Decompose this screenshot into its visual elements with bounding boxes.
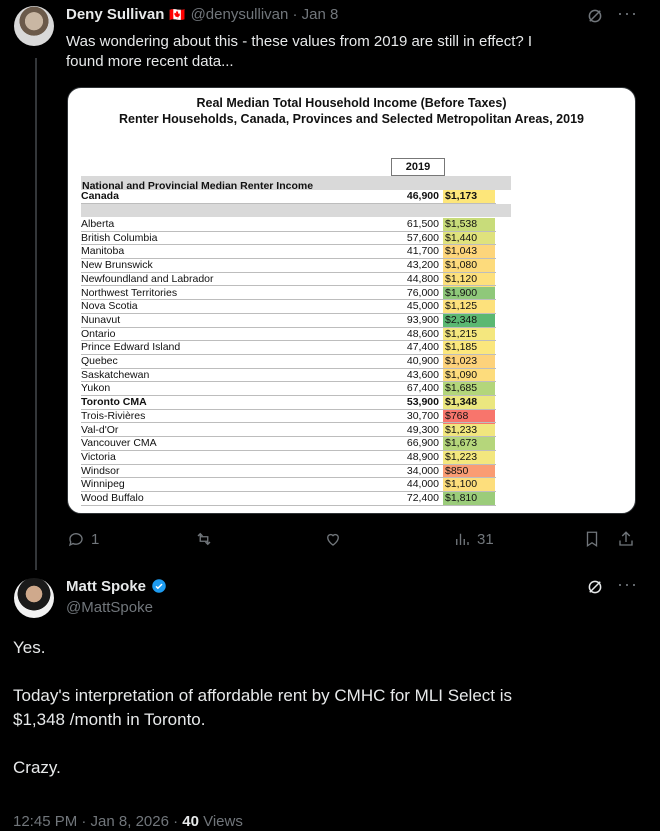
thread-connector-line xyxy=(35,58,37,570)
table-row xyxy=(81,287,496,301)
tweet2-text xyxy=(13,636,633,780)
reply-button[interactable] xyxy=(67,530,99,548)
row-label: Vancouver CMA xyxy=(81,437,157,450)
row-income-value: 61,500 xyxy=(406,218,439,230)
more-options-icon[interactable]: ··· xyxy=(617,574,638,594)
row-income-value: 30,700 xyxy=(406,409,439,422)
row-income-value: 57,600 xyxy=(406,231,439,244)
attached-image-table[interactable] xyxy=(67,87,636,514)
table-row xyxy=(81,259,496,273)
row-income-value: 48,900 xyxy=(406,450,439,463)
row-rent-value: $1,090 xyxy=(443,369,495,383)
table-row xyxy=(81,355,496,369)
row-income-value: 40,900 xyxy=(406,355,439,367)
row-label: Winnipeg xyxy=(81,478,125,491)
table-row xyxy=(81,424,496,438)
tweet1-text xyxy=(66,32,636,72)
table-subtitle: Renter Households, Canada, Provinces and Selected Metropolitan Areas, 2019 xyxy=(119,112,584,126)
row-rent-value: $1,120 xyxy=(443,273,495,287)
row-rent-value: $1,810 xyxy=(443,492,495,506)
row-label: Victoria xyxy=(81,450,116,463)
table-row xyxy=(81,478,496,492)
bookmark-button[interactable] xyxy=(583,530,601,548)
views-count: 40 xyxy=(182,813,199,830)
row-divider xyxy=(81,505,496,506)
row-label: British Columbia xyxy=(81,231,158,244)
year-header: 2019 xyxy=(391,158,445,176)
tweet2-paragraph-2-line2: $1,348 /month in Toronto. xyxy=(13,710,206,729)
row-label: Quebec xyxy=(81,355,118,367)
row-rent-value: $1,125 xyxy=(443,300,495,314)
row-label: Yukon xyxy=(81,382,111,395)
row-label: Val-d'Or xyxy=(81,423,119,436)
table-row xyxy=(81,232,496,246)
section-header-band xyxy=(81,176,511,190)
table-row xyxy=(81,369,496,383)
row-rent-value: $1,173 xyxy=(443,190,495,204)
views-button[interactable] xyxy=(453,530,494,548)
table-row xyxy=(81,300,496,314)
row-rent-value: $1,215 xyxy=(443,328,495,342)
row-label: Newfoundland and Labrador xyxy=(81,272,214,285)
row-label: Prince Edward Island xyxy=(81,341,181,354)
reply-count: 1 xyxy=(91,530,100,548)
row-rent-value: $1,685 xyxy=(443,382,495,396)
author-handle[interactable]: @MattSpoke xyxy=(66,599,153,616)
row-income-value: 48,600 xyxy=(406,327,439,340)
row-label: Nova Scotia xyxy=(81,300,138,313)
timestamp[interactable]: 12:45 PM · Jan 8, 2026 · xyxy=(13,813,183,830)
row-label: Canada xyxy=(81,190,119,202)
tweet1-text-line2: found more recent data... xyxy=(66,53,234,70)
table-row xyxy=(81,273,496,287)
tweet2-paragraph-3: Crazy. xyxy=(13,758,61,777)
income-table xyxy=(81,158,511,508)
row-divider xyxy=(81,203,496,204)
table-row xyxy=(81,410,496,424)
row-income-value: 53,900 xyxy=(406,396,439,409)
row-rent-value: $1,223 xyxy=(443,451,495,465)
tweet2-header xyxy=(66,577,168,595)
row-rent-value: $1,185 xyxy=(443,341,495,355)
row-label: Nunavut xyxy=(81,313,121,326)
section-label: National and Provincial Median Renter Income xyxy=(82,180,314,192)
row-income-value: 66,900 xyxy=(406,437,439,450)
heart-icon xyxy=(324,530,342,548)
views-count: 31 xyxy=(477,530,494,548)
blank-grey-band xyxy=(81,204,511,217)
row-rent-value: $1,900 xyxy=(443,287,495,301)
canada-flag-icon: 🇨🇦 xyxy=(169,6,186,22)
row-income-value: 46,900 xyxy=(406,190,439,202)
retweet-icon xyxy=(195,530,213,548)
row-rent-value: $2,348 xyxy=(443,314,495,328)
retweet-button[interactable] xyxy=(195,530,213,548)
row-income-value: 49,300 xyxy=(406,423,439,436)
verified-badge-icon xyxy=(150,577,168,595)
row-income-value: 43,600 xyxy=(406,368,439,381)
row-rent-value: $1,100 xyxy=(443,478,495,492)
like-button[interactable] xyxy=(324,530,342,548)
row-label: New Brunswick xyxy=(81,259,153,272)
row-rent-value: $1,673 xyxy=(443,437,495,451)
tweet2-footer xyxy=(13,813,243,830)
table-row xyxy=(81,492,496,506)
reply-icon xyxy=(67,530,85,548)
author-name[interactable]: Deny Sullivan xyxy=(66,6,165,23)
row-income-value: 44,800 xyxy=(406,272,439,285)
row-rent-value: $1,023 xyxy=(443,355,495,369)
grok-icon[interactable] xyxy=(586,7,604,25)
row-label: Trois-Rivières xyxy=(81,409,146,422)
row-income-value: 76,000 xyxy=(406,286,439,299)
row-income-value: 45,000 xyxy=(406,300,439,313)
table-row xyxy=(81,314,496,328)
row-rent-value: $850 xyxy=(443,465,495,479)
table-row xyxy=(81,245,496,259)
row-income-value: 72,400 xyxy=(406,492,439,504)
tweet1-header xyxy=(66,6,338,23)
table-row xyxy=(81,190,496,204)
table-row xyxy=(81,437,496,451)
table-row xyxy=(81,396,496,410)
analytics-icon xyxy=(453,530,471,548)
share-icon xyxy=(617,530,635,548)
grok-icon[interactable] xyxy=(586,578,604,596)
row-income-value: 43,200 xyxy=(406,259,439,272)
row-label: Wood Buffalo xyxy=(81,492,144,504)
avatar-matt-spoke[interactable] xyxy=(14,578,54,618)
table-title: Real Median Total Household Income (Before Taxes) xyxy=(196,96,507,110)
row-label: Manitoba xyxy=(81,245,125,258)
row-income-value: 47,400 xyxy=(406,341,439,354)
row-income-value: 41,700 xyxy=(406,245,439,258)
bookmark-icon xyxy=(583,530,601,548)
table-row xyxy=(81,465,496,479)
row-rent-value: $1,440 xyxy=(443,232,495,246)
table-row xyxy=(81,328,496,342)
row-rent-value: $1,538 xyxy=(443,218,495,232)
row-label: Alberta xyxy=(81,218,115,230)
row-income-value: 93,900 xyxy=(406,313,439,326)
row-label: Northwest Territories xyxy=(81,286,178,299)
row-label: Saskatchewan xyxy=(81,368,150,381)
views-label: Views xyxy=(198,813,243,830)
row-income-value: 67,400 xyxy=(406,382,439,395)
tweet1-text-line1: Was wondering about this - these values from 2019 are still in effect? I xyxy=(66,33,533,50)
table-row xyxy=(81,451,496,465)
row-rent-value: $1,348 xyxy=(443,396,495,410)
table-row xyxy=(81,341,496,355)
more-options-icon[interactable]: ··· xyxy=(617,3,638,23)
avatar-deny-sullivan[interactable] xyxy=(14,6,54,46)
row-rent-value: $768 xyxy=(443,410,495,424)
row-rent-value: $1,043 xyxy=(443,245,495,259)
row-rent-value: $1,080 xyxy=(443,259,495,273)
row-label: Windsor xyxy=(81,464,120,477)
row-rent-value: $1,233 xyxy=(443,424,495,438)
author-name[interactable]: Matt Spoke xyxy=(66,577,147,595)
tweet2-paragraph-2-line1: Today's interpretation of affordable rent by CMHC for MLI Select is xyxy=(13,686,512,705)
row-label: Toronto CMA xyxy=(81,396,147,409)
row-income-value: 44,000 xyxy=(406,478,439,491)
share-button[interactable] xyxy=(617,530,635,548)
row-label: Ontario xyxy=(81,327,116,340)
tweet2-paragraph-1: Yes. xyxy=(13,638,46,657)
author-handle-date[interactable]: @denysullivan · Jan 8 xyxy=(190,6,339,23)
table-row xyxy=(81,218,496,232)
row-income-value: 34,000 xyxy=(406,464,439,477)
table-row xyxy=(81,382,496,396)
